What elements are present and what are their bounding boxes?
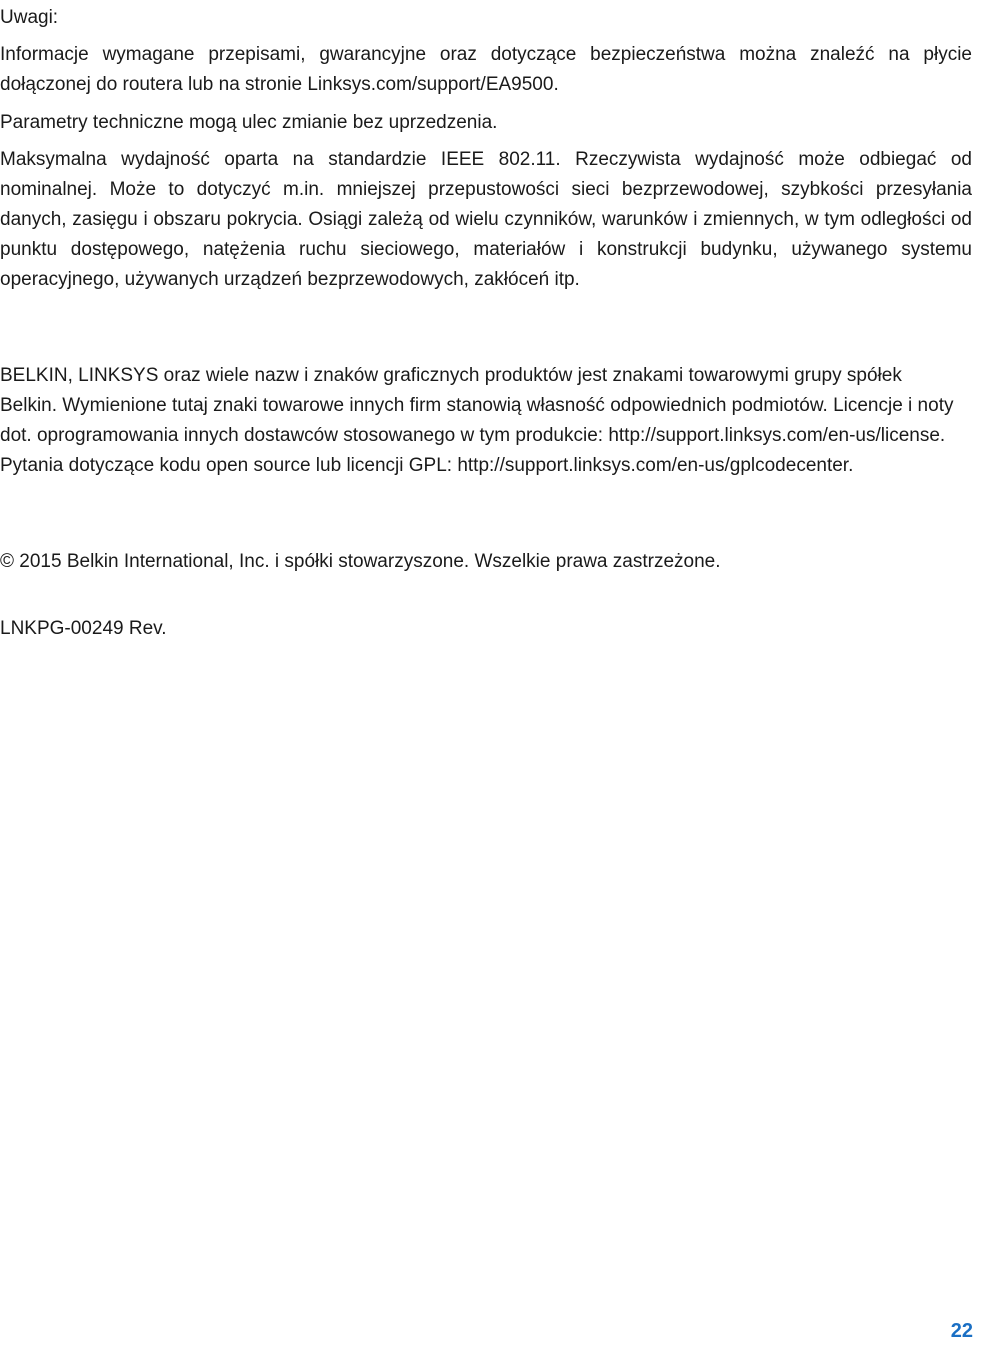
- warranty-paragraph: Informacje wymagane przepisami, gwarancyjne oraz dotyczące bezpieczeństwa można znaleźć na płycie dołączonej do routera lub na stronie Linksys.com/support/EA9500.: [0, 44, 972, 95]
- trademarks-paragraph: BELKIN, LINKSYS oraz wiele nazw i znaków graficznych produktów jest znakami towarowymi grupy spółek Belkin. Wymienione tutaj znaki towarowe innych firm stanowią własność odpowiednich podmiotów. Licencje i noty dot. oprogramowania innych dostawców stosowanego w tym produkcie: http://support.linksys.com/en-us/license. Pytania dotyczące kodu open source lub licencji GPL: http://support.linksys.com/en-us/gplcodecenter.: [0, 365, 954, 476]
- notes-heading: Uwagi:: [0, 7, 59, 28]
- revision-paragraph: LNKPG-00249 Rev.: [0, 618, 167, 639]
- specs-notice-paragraph: Parametry techniczne mogą ulec zmianie bez uprzedzenia.: [0, 112, 498, 133]
- copyright-paragraph: © 2015 Belkin International, Inc. i spółki stowarzyszone. Wszelkie prawa zastrzeżone.: [0, 551, 721, 572]
- page-number: 22: [950, 1320, 973, 1342]
- performance-paragraph: Maksymalna wydajność oparta na standardzie IEEE 802.11. Rzeczywista wydajność może odbiegać od nominalnej. Może to dotyczyć m.in. mniejszej przepustowości sieci bezprzewodowej, szybkości przesyłania danych, zasięgu i obszaru pokrycia. Osiągi zależą od wielu czynników, warunków i zmiennych, w tym odległości od punktu dostępowego, natężenia ruchu sieciowego, materiałów i konstrukcji budynku, używanego systemu operacyjnego, używanych urządzeń bezprzewodowych, zakłóceń itp.: [0, 149, 972, 290]
